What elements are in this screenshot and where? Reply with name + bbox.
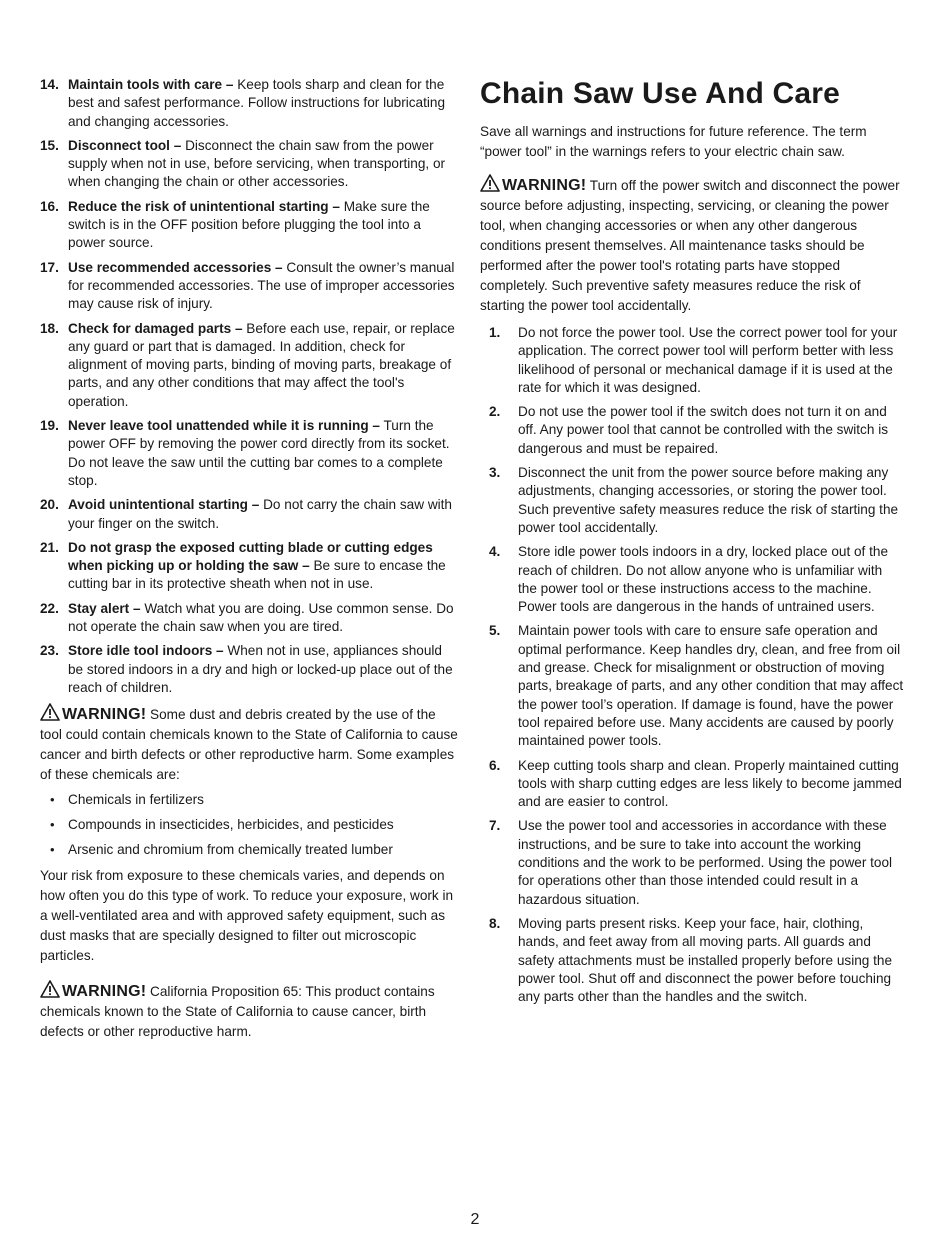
- item-text: Store idle power tools indoors in a dry, locked place out of the reach of children. Do not allow anyone who is unfamiliar with the power tool or these instructions access to the machine. Power tools are dangerous in the hands of untrained users.: [518, 544, 889, 615]
- section-title: Chain Saw Use And Care: [480, 77, 841, 110]
- right-column: [480, 76, 904, 1012]
- list-item: 2. Do not use the power tool if the switch does not turn it on and off. Any power tool that cannot be controlled with the switch is dangerous and must be repaired.: [489, 404, 889, 456]
- warning-label: WARNING!: [62, 983, 147, 1001]
- warning-label: WARNING!: [62, 706, 147, 724]
- item-text: Make sure the switch is in the OFF position before plugging the tool into a power source.: [68, 198, 430, 251]
- item-text: Moving parts present risks. Keep your face, hair, clothing, hands, and feet away from all moving parts. All guards and safety attachments must be installed properly before using the power tool. Shut off and disconnect the power before touching any parts other than the handles and the switch.: [518, 915, 893, 1005]
- list-item: 21. Do not grasp the exposed cutting blade or cutting edges when picking up or holding the saw – Be sure to encase the cutting bar in its protective sheath when not in use.: [40, 539, 446, 592]
- list-item: 23. Store idle tool indoors – When not in use, appliances should be stored indoors in a dry and high or locked-up place out of the reach of children.: [40, 643, 453, 695]
- warning-triangle-icon: [40, 703, 60, 721]
- warning-triangle-icon: [40, 980, 60, 998]
- item-text: Consult the owner’s manual for recommended accessories. The use of improper accessories may cause risk of injury.: [68, 259, 455, 312]
- safety-rules-list: [40, 76, 460, 697]
- item-text: Maintain power tools with care to ensure safe operation and optimal performance. Keep handles dry, clean, and free from oil and grease. Check for misalignment or obstruction of moving parts, breakage of parts, and any other condition that may affect the power tool’s operation. If damage is found, have the power tool repaired before use. Many accidents are caused by poorly maintained power tools.: [518, 623, 904, 749]
- prop65-warning: [40, 980, 460, 1042]
- use-care-list: [480, 324, 904, 1006]
- list-item: 3. Disconnect the unit from the power source before making any adjustments, changing accessories, or storing the power tool. Such preventive safety measures reduce the risk of starting the power tool accidentally.: [489, 465, 899, 535]
- item-heading: Use recommended accessories –: [68, 259, 283, 275]
- item-heading: Do not grasp the exposed cutting blade or cutting edges when picking up or holding the saw –: [68, 539, 433, 574]
- list-item: 6. Keep cutting tools sharp and clean. Properly maintained cutting tools with sharp cutting edges are less likely to become jammed and are easier to control.: [489, 757, 902, 810]
- list-item: 22. Stay alert – Watch what you are doing. Use common sense. Do not operate the chain saw when you are tired.: [40, 600, 454, 635]
- list-item: 4. Store idle power tools indoors in a dry, locked place out of the reach of children. Do not allow anyone who is unfamiliar with the power tool or these instructions access to the machine. Power tools are dangerous in the hands of untrained users.: [489, 544, 889, 615]
- item-text: Do not use the power tool if the switch does not turn it on and off. Any power tool that cannot be controlled with the switch is dangerous and must be repaired.: [518, 404, 889, 456]
- list-item: • Compounds in insecticides, herbicides, and pesticides: [50, 817, 394, 833]
- item-text: Do not carry the chain saw with your finger on the switch.: [68, 497, 452, 531]
- list-item: 19. Never leave tool unattended while it is running – Turn the power OFF by removing the power cord directly from its socket. Do not leave the saw until the cutting bar comes to a complete stop.: [40, 418, 450, 488]
- item-text: Disconnect the chain saw from the power supply when not in use, before servicing, when transporting, or when changing the chain or other accessories.: [68, 137, 446, 190]
- list-item: 5. Maintain power tools with care to ensure safe operation and optimal performance. Keep handles dry, clean, and free from oil and grease. Check for misalignment or obstruction of moving parts, breakage of parts, and any other condition that may affect the power tool’s operation. If damage is found, have the power tool repaired before use. Many accidents are caused by poorly maintained power tools.: [489, 623, 904, 749]
- warning-text: California Proposition 65: This product contains chemicals known to the State of California to cause cancer, birth defects or other reproductive harm.: [40, 984, 435, 1040]
- power-warning: [480, 174, 904, 316]
- list-item: 8. Moving parts present risks. Keep your face, hair, clothing, hands, and feet away from all moving parts. All guards and safety attachments must be installed properly before using the power tool. Shut off and disconnect the power before touching any parts other than the handles and the switch.: [489, 915, 893, 1005]
- item-text: Turn the power OFF by removing the power cord directly from its socket. Do not leave the saw until the cutting bar comes to a complete stop.: [68, 418, 450, 488]
- item-text: Use the power tool and accessories in accordance with these instructions, and be sure to take into account the working conditions and the work to be performed. Using the power tool for operations other than those intended could result in a hazardous situation.: [518, 818, 893, 907]
- item-text: Do not force the power tool. Use the correct power tool for your application. The correct power tool will perform better with less likelihood of personal or mechanical damage if it is used at the rate for which it was designed.: [518, 325, 898, 395]
- item-heading: Avoid unintentional starting –: [68, 497, 260, 513]
- item-text: Watch what you are doing. Use common sense. Do not operate the chain saw when you are tired.: [68, 600, 454, 635]
- list-item: 14. Maintain tools with care – Keep tools sharp and clean for the best and safest performance. Follow instructions for lubricating and changing accessories.: [40, 77, 446, 129]
- exposure-paragraph: Your risk from exposure to these chemicals varies, and depends on how often you do this type of work. To reduce your exposure, work in a well-ventilated area and with approved safety equipment, such as dust masks that are specially designed to filter out microscopic particles.: [40, 868, 454, 964]
- item-heading: Maintain tools with care –: [68, 77, 234, 92]
- list-item: 20. Avoid unintentional starting – Do not carry the chain saw with your finger on the switch.: [40, 497, 452, 531]
- list-item: • Arsenic and chromium from chemically treated lumber: [50, 842, 393, 858]
- chemicals-list: [40, 791, 460, 859]
- list-item: • Chemicals in fertilizers: [50, 792, 204, 808]
- warning-text: Turn off the power switch and disconnect the power source before adjusting, inspecting, servicing, or cleaning the power tool, when changing accessories or when any other dangerous conditions present themselves. All maintenance tasks should be performed after the power tool's rotating parts have stopped completely. Such preventive safety measures reduce the risk of starting the power tool accidentally.: [480, 178, 900, 313]
- intro-paragraph: Save all warnings and instructions for future reference. The term “power tool” in the warnings refers to your electric chain saw.: [480, 124, 867, 159]
- list-item: 18. Check for damaged parts – Before each use, repair, or replace any guard or part that is damaged. In addition, check for alignment of moving parts, binding of moving parts, breakage of parts, and any other conditions that may affect the tool's operation.: [40, 320, 455, 409]
- list-item: 17. Use recommended accessories – Consult the owner’s manual for recommended accessories. The use of improper accessories may cause risk of injury.: [40, 259, 455, 312]
- warning-text: Some dust and debris created by the use of the tool could contain chemicals known to the State of California to cause cancer and birth defects or other reproductive harm. Some examples of these chemicals are:: [40, 707, 458, 783]
- item-heading: Reduce the risk of unintentional starting –: [68, 198, 340, 214]
- list-item: 7. Use the power tool and accessories in accordance with these instructions, and be sure to take into account the working conditions and the work to be performed. Using the power tool for operations other than those intended could result in a hazardous situation.: [489, 818, 893, 907]
- item-text: Disconnect the unit from the power source before making any adjustments, changing accessories, or storing the power tool. Such preventive safety measures reduce the risk of starting the power tool accidentally.: [518, 465, 899, 535]
- list-item: 16. Reduce the risk of unintentional starting – Make sure the switch is in the OFF position before plugging the tool into a power source.: [40, 198, 430, 251]
- item-text: Be sure to encase the cutting bar in its protective sheath when not in use.: [68, 558, 446, 592]
- warning-triangle-icon: [480, 174, 500, 192]
- warning-label: WARNING!: [502, 177, 587, 194]
- item-text: Keep cutting tools sharp and clean. Properly maintained cutting tools with sharp cutting edges are less likely to become jammed and are easier to control.: [518, 757, 902, 810]
- page-number: 2: [470, 1211, 480, 1228]
- item-text: Before each use, repair, or replace any guard or part that is damaged. In addition, check for alignment of moving parts, binding of moving parts, breakage of parts, and any other conditions that may affect the tool's operation.: [68, 320, 455, 409]
- list-item: 15. Disconnect tool – Disconnect the chain saw from the power supply when not in use, before servicing, when transporting, or when changing the chain or other accessories.: [40, 137, 446, 190]
- item-heading: Stay alert –: [68, 600, 141, 616]
- item-heading: Disconnect tool –: [68, 137, 182, 153]
- left-column: [40, 76, 460, 1048]
- chemical-warning: [40, 703, 460, 785]
- item-heading: Check for damaged parts –: [68, 320, 243, 336]
- list-item: 1. Do not force the power tool. Use the correct power tool for your application. The correct power tool will perform better with less likelihood of personal or mechanical damage if it is used at the rate for which it was designed.: [489, 325, 898, 395]
- item-text: When not in use, appliances should be stored indoors in a dry and high or locked-up place out of the reach of children.: [68, 643, 453, 695]
- item-heading: Store idle tool indoors –: [68, 643, 224, 659]
- item-heading: Never leave tool unattended while it is running –: [68, 418, 380, 434]
- item-text: Keep tools sharp and clean for the best and safest performance. Follow instructions for lubricating and changing accessories.: [68, 77, 446, 129]
